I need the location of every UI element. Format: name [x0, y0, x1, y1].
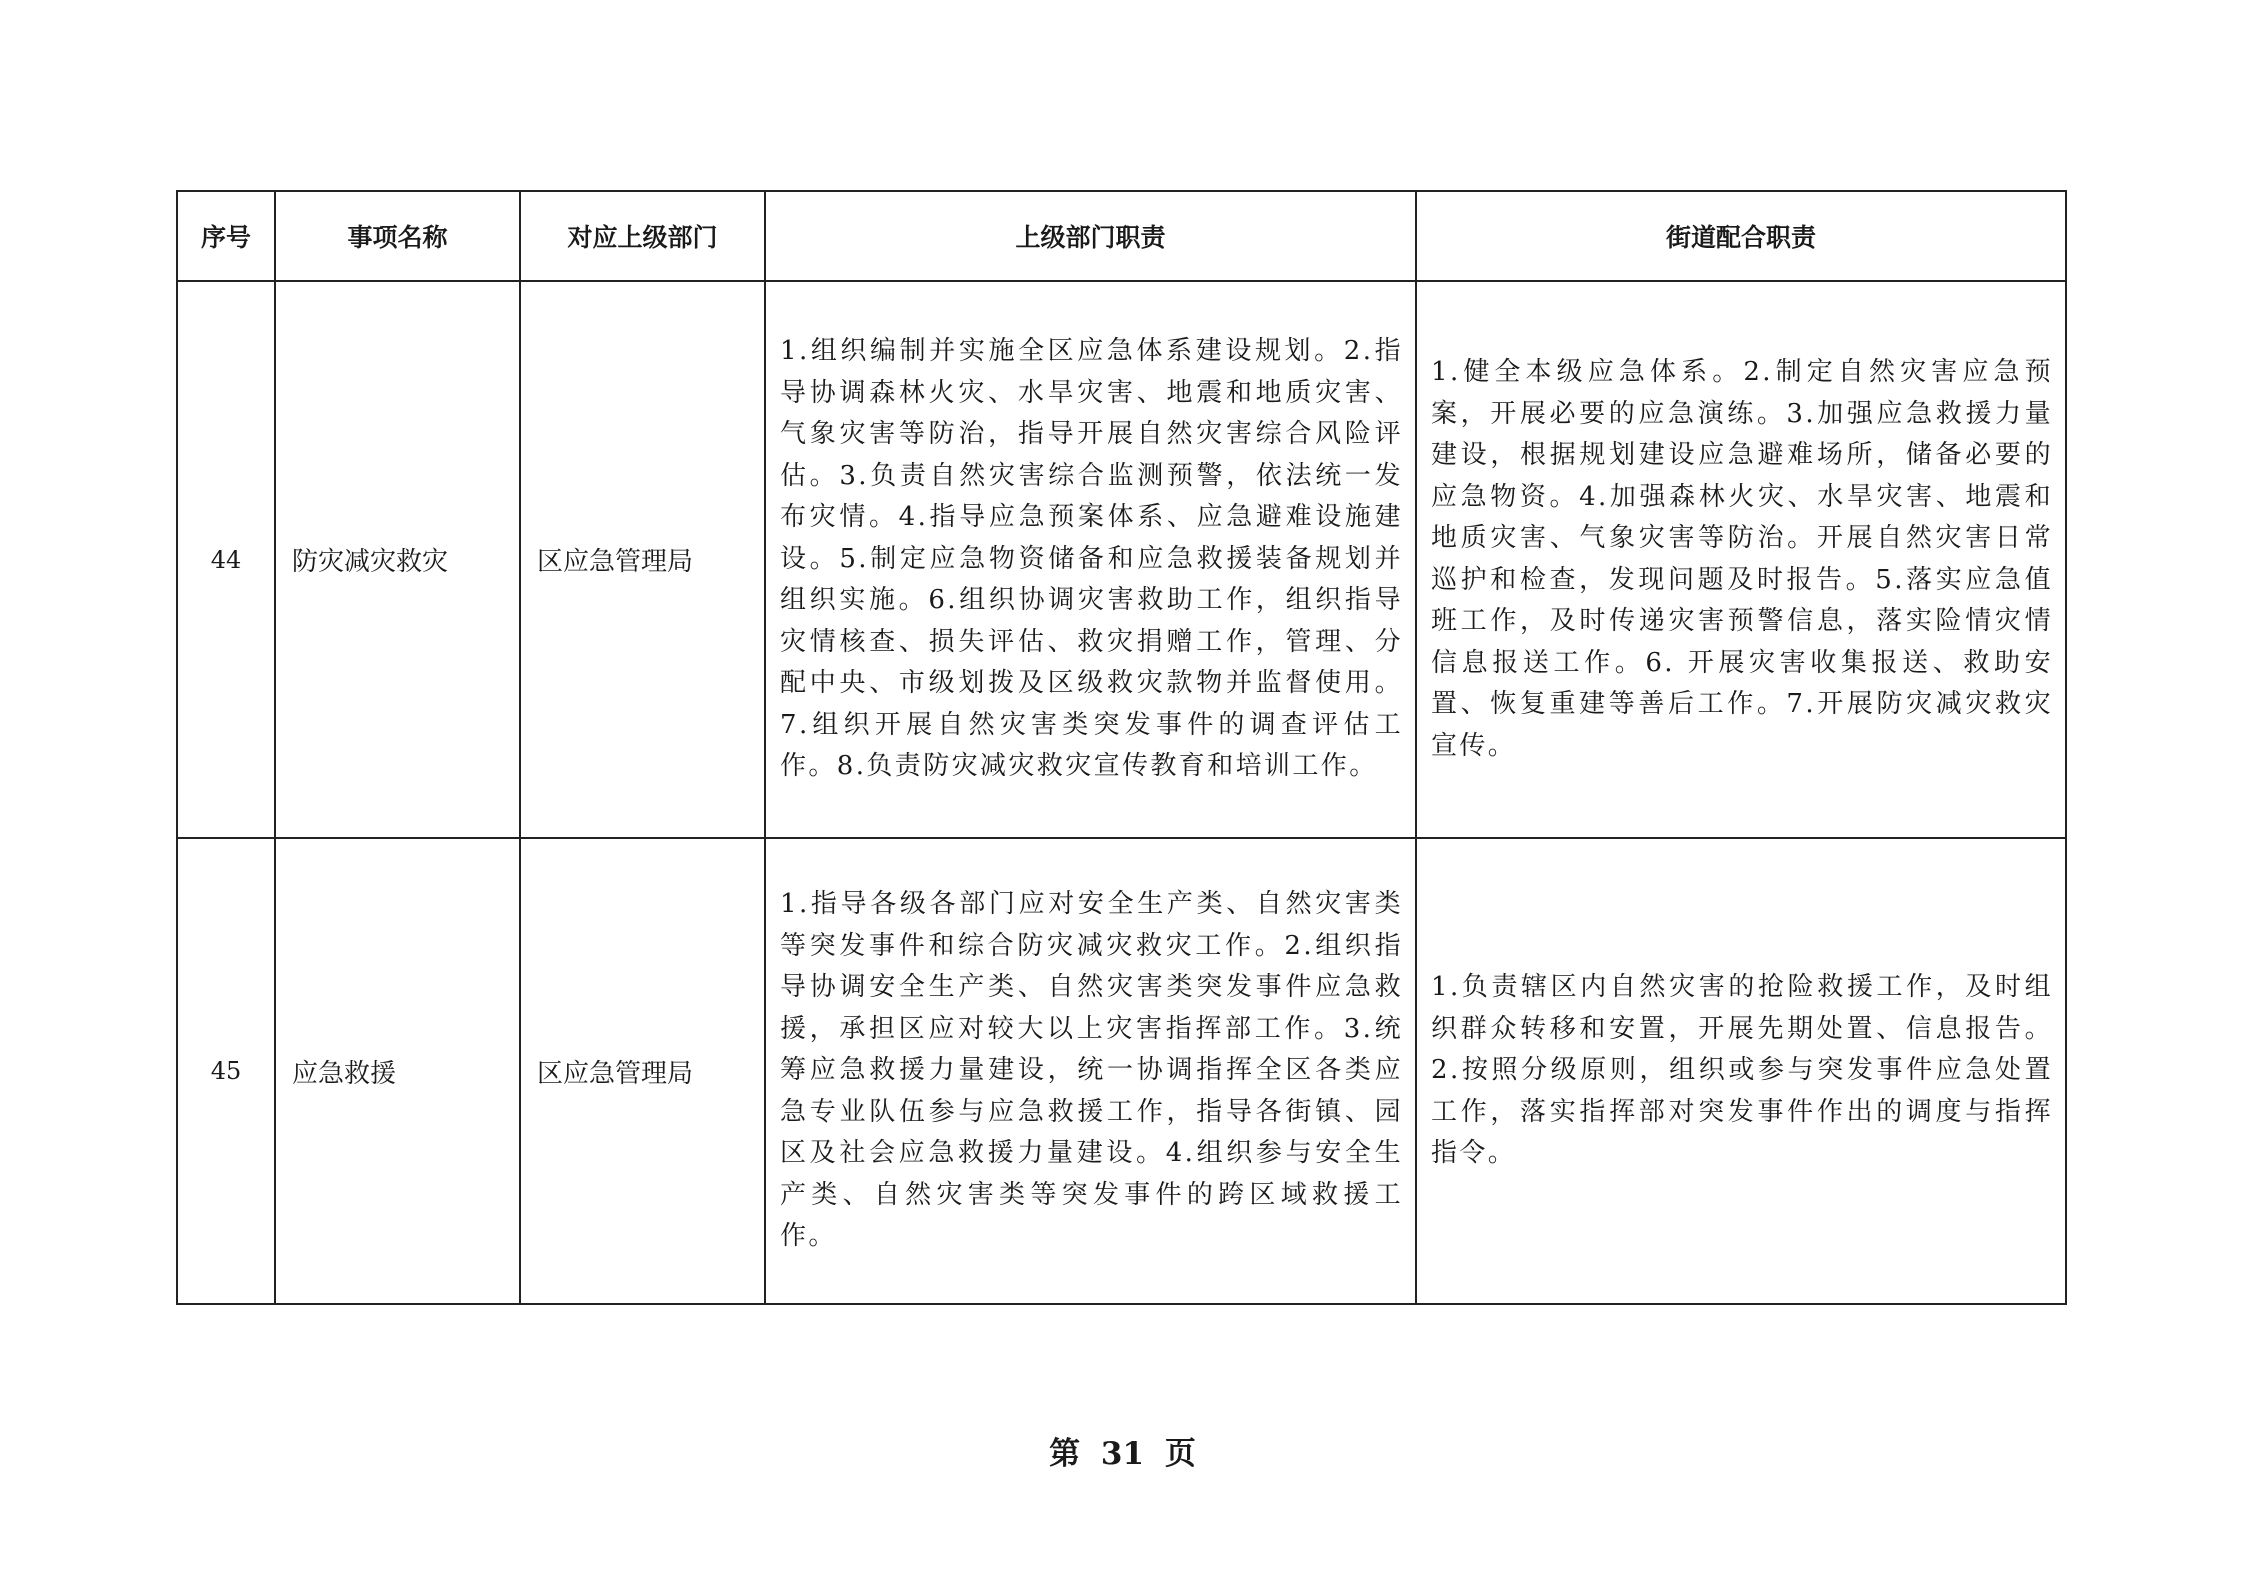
header-item-name: 事项名称 [275, 191, 520, 281]
street-duties: 1.负责辖区内自然灾害的抢险救援工作，及时组织群众转移和安置，开展先期处置、信息报告。2.按照分级原则，组织或参与突发事件应急处置工作，落实指挥部对突发事件作出的调度与指挥指令。 [1431, 972, 2053, 1169]
header-street-duties: 街道配合职责 [1416, 191, 2066, 281]
row-number: 44 [177, 281, 275, 838]
page-number: 第 31 页 [1049, 1436, 1196, 1472]
header-row [177, 191, 2066, 281]
row-number: 45 [177, 838, 275, 1304]
duties-table [176, 190, 2067, 1305]
superior-duties: 1.组织编制并实施全区应急体系建设规划。2.指导协调森林火灾、水旱灾害、地震和地质灾害、气象灾害等防治，指导开展自然灾害综合风险评估。3.负责自然灾害综合监测预警，依法统一发布灾情。4.指导应急预案体系、应急避难设施建设。5.制定应急物资储备和应急救援装备规划并组织实施。6.组织协调灾害救助工作，组织指导灾情核查、损失评估、救灾捐赠工作，管理、分配中央、市级划拨及区级救灾款物并监督使用。7.组织开展自然灾害类突发事件的调查评估工作。8.负责防灾减灾救灾宣传教育和培训工作。 [780, 336, 1403, 782]
street-duties: 1.健全本级应急体系。2.制定自然灾害应急预案，开展必要的应急演练。3.加强应急救援力量建设，根据规划建设应急避难场所，储备必要的应急物资。4.加强森林火灾、水旱灾害、地震和地质灾害、气象灾害等防治。开展自然灾害日常巡护和检查，发现问题及时报告。5.落实应急值班工作，及时传递灾害预警信息，落实险情灾情信息报送工作。6. 开展灾害收集报送、救助安置、恢复重建等善后工作。7.开展防灾减灾救灾宣传。 [1431, 357, 2053, 761]
item-name: 防灾减灾救灾 [275, 281, 520, 838]
header-department: 对应上级部门 [520, 191, 765, 281]
department: 区应急管理局 [520, 838, 765, 1304]
item-name: 应急救援 [275, 838, 520, 1304]
department: 区应急管理局 [520, 281, 765, 838]
table-row [177, 838, 2066, 1304]
header-number: 序号 [177, 191, 275, 281]
superior-duties-cell [765, 281, 1416, 838]
superior-duties: 1.指导各级各部门应对安全生产类、自然灾害类等突发事件和综合防灾减灾救灾工作。2.组织指导协调安全生产类、自然灾害类突发事件应急救援，承担区应对较大以上灾害指挥部工作。3.统筹应急救援力量建设，统一协调指挥全区各类应急专业队伍参与应急救援工作，指导各街镇、园区及社会应急救援力量建设。4.组织参与安全生产类、自然灾害类等突发事件的跨区域救援工作。 [780, 889, 1403, 1252]
superior-duties-cell [765, 838, 1416, 1304]
street-duties-cell [1416, 838, 2066, 1304]
street-duties-cell [1416, 281, 2066, 838]
header-superior-duties: 上级部门职责 [765, 191, 1416, 281]
table-row [177, 281, 2066, 838]
